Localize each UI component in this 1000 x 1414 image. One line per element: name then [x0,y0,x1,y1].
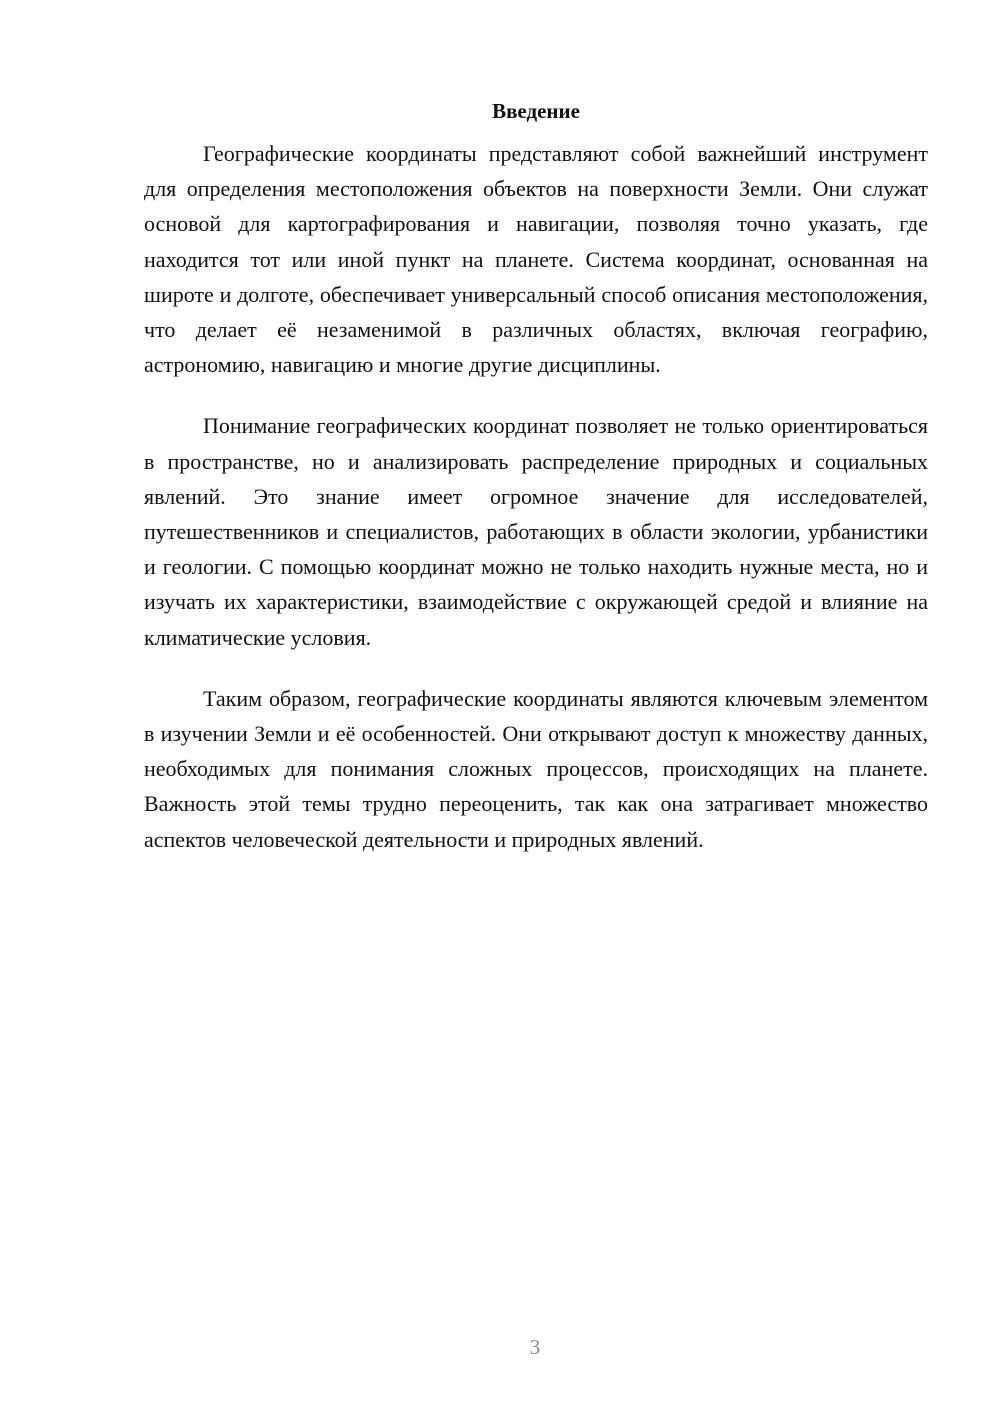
page-number: 3 [529,1335,541,1359]
paragraph-conclusion: Таким образом, географические координаты являются ключевым элементом в изучении Земли и её особенностей. Они открывают доступ к множеству данных, необходимых для понимания сложных процессов, происходящих на планете. Важность этой темы трудно переоценить, так как она затрагивает множество аспектов человеческой деятельности и природных явлений. [144,685,928,852]
paragraph-understanding: Понимание географических координат позволяет не только ориентироваться в пространстве, но и анализировать распределение природных и социальных явлений. Это знание имеет огромное значение для исследователей, путешественников и специалистов, работающих в области экологии, урбанистики и геологии. С помощью координат можно не только находить нужные места, но и изучать их характеристики, взаимодействие с окружающей средой и влияние на климатические условия. [144,413,928,650]
section-title: Введение [492,99,580,123]
page-content [144,96,928,883]
paragraph-intro: Географические координаты представляют собой важнейший инструмент для определения местоположения объектов на поверхности Земли. Они служат основой для картографирования и навигации, позволяя точно указать, где находится тот или иной пункт на планете. Система координат, основанная на широте и долготе, обеспечивает универсальный способ описания местоположения, что делает её незаменимой в различных областях, включая географию, астрономию, навигацию и многие другие дисциплины. [144,141,928,378]
